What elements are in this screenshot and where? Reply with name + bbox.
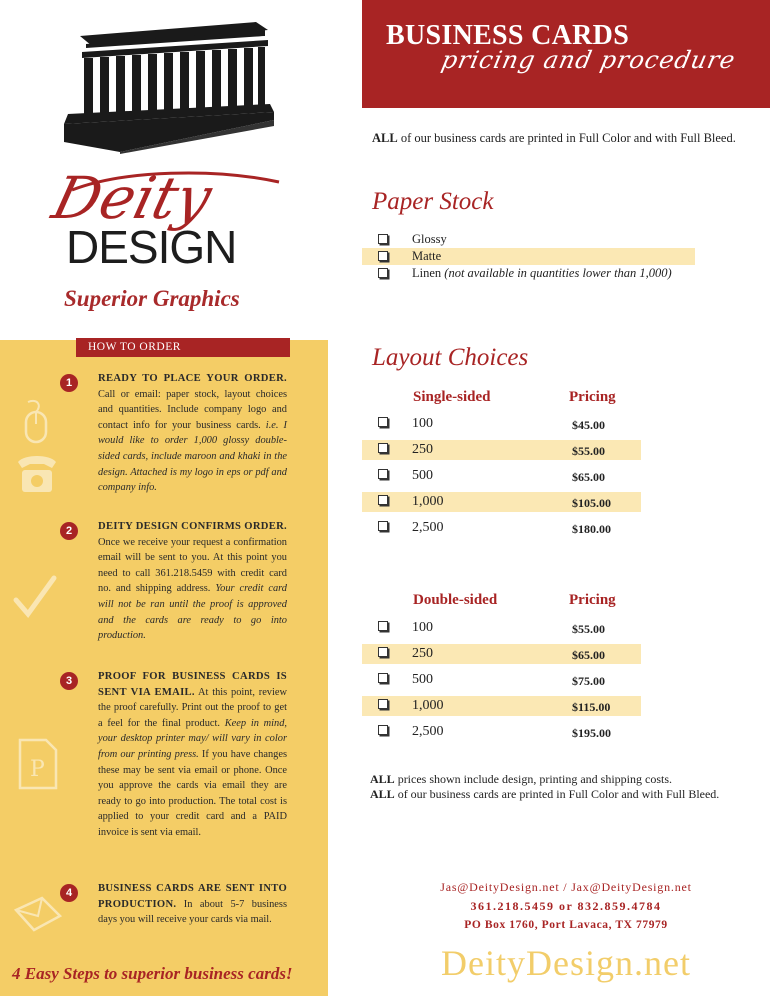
checkbox-icon[interactable] <box>378 268 388 278</box>
steps-tagline: 4 Easy Steps to superior business cards! <box>12 964 293 983</box>
single-row-250[interactable] <box>362 440 641 460</box>
pdf-document-icon <box>18 738 58 790</box>
checkbox-icon[interactable] <box>378 621 388 631</box>
single-row-100[interactable] <box>362 414 641 434</box>
stock-option-glossy[interactable] <box>362 231 695 248</box>
quantity: 500 <box>412 468 433 483</box>
quantity: 500 <box>412 672 433 687</box>
quantity: 1,000 <box>412 698 444 713</box>
step-3-body: At this point, review the proof carefully. Print out the proof to get a feel for the final product. <box>98 686 287 729</box>
price: $65.00 <box>572 648 605 662</box>
contact-phone: 361.218.5459 or 832.859.4784 <box>470 899 662 913</box>
step-1-body: Call or email: paper stock, layout choices and quantities. Include company logo and contact info for your business cards. <box>98 388 287 431</box>
single-row-1000[interactable] <box>362 492 641 512</box>
stock-option-linen[interactable] <box>362 265 695 282</box>
checkbox-icon[interactable] <box>378 673 388 683</box>
price: $180.00 <box>572 522 611 536</box>
single-sided-heading: Single-sided <box>413 389 491 405</box>
price: $55.00 <box>572 622 605 636</box>
stock-label: Glossy <box>412 232 447 246</box>
price: $195.00 <box>572 726 611 740</box>
contact-address: PO Box 1760, Port Lavaca, TX 77979 <box>464 919 668 931</box>
stock-option-matte[interactable] <box>362 248 695 265</box>
single-row-500[interactable] <box>362 466 641 486</box>
intro-bold: ALL <box>372 131 398 145</box>
checkbox-icon[interactable] <box>378 469 388 479</box>
intro-text <box>372 130 742 147</box>
logo-design-word: DESIGN <box>66 221 237 273</box>
double-row-1000[interactable] <box>362 696 641 716</box>
logo-tagline: Superior Graphics <box>64 286 240 311</box>
step-1-number: 1 <box>60 374 78 392</box>
step-4-number: 4 <box>60 884 78 902</box>
checkbox-icon[interactable] <box>378 647 388 657</box>
step-4-heading: BUSINESS CARDS ARE SENT INTO PRODUCTION. <box>98 883 287 910</box>
quantity: 250 <box>412 646 433 661</box>
step-4-text <box>98 881 287 928</box>
quantity: 2,500 <box>412 724 444 739</box>
note-2-text: of our business cards are printed in Full Color and with Full Bleed. <box>394 787 720 801</box>
note-line-2 <box>370 787 760 802</box>
logo-script-word: Deity <box>46 163 219 232</box>
telephone-icon <box>14 452 60 494</box>
price: $105.00 <box>572 496 611 510</box>
double-row-500[interactable] <box>362 670 641 690</box>
single-pricing-heading: Pricing <box>569 389 616 405</box>
checkbox-icon[interactable] <box>378 417 388 427</box>
step-3-number: 3 <box>60 672 78 690</box>
step-2-text <box>98 519 287 644</box>
step-4-body: In about 5-7 business days you will receive your cards via mail. <box>98 898 287 926</box>
note-1-text: prices shown include design, printing and shipping costs. <box>394 772 672 786</box>
double-row-100[interactable] <box>362 618 641 638</box>
checkbox-icon[interactable] <box>378 699 388 709</box>
intro-body: of our business cards are printed in Full Color and with Full Bleed. <box>397 131 736 145</box>
checkbox-icon[interactable] <box>378 495 388 505</box>
stock-label <box>412 265 672 282</box>
double-sided-heading: Double-sided <box>413 592 498 608</box>
quantity: 100 <box>412 620 433 635</box>
checkbox-icon[interactable] <box>378 725 388 735</box>
quantity: 100 <box>412 416 433 431</box>
website-link[interactable]: DeityDesign.net <box>441 943 691 983</box>
note-2-bold: ALL <box>370 787 395 801</box>
note-line-1 <box>370 772 760 787</box>
step-1-text <box>98 371 287 496</box>
double-pricing-heading: Pricing <box>569 592 616 608</box>
step-3-heading: PROOF FOR BUSINESS CARDS IS SENT VIA EMAIL. <box>98 671 287 698</box>
double-row-2500[interactable] <box>362 722 641 742</box>
paper-stock-title: Paper Stock <box>372 188 494 215</box>
step-2-body: Once we receive your request a confirmation email will be sent to you. At this point you need to call 361.218.5459 with credit card no. and shipping address. <box>98 536 287 595</box>
mouse-icon <box>18 398 54 446</box>
quantity: 250 <box>412 442 433 457</box>
step-2-number: 2 <box>60 522 78 540</box>
contact-email[interactable]: Jas@DeityDesign.net / Jax@DeityDesign.net <box>440 880 692 894</box>
header-title: BUSINESS CARDS <box>386 20 630 51</box>
stock-label-text: Linen <box>412 266 442 280</box>
header-subtitle: pricing and procedure <box>439 46 739 74</box>
price: $65.00 <box>572 470 605 484</box>
step-2-heading: DEITY DESIGN CONFIRMS ORDER. <box>98 521 287 532</box>
checkmark-icon <box>14 576 56 618</box>
step-3-note: Keep in mind, your desktop printer may/ will vary in color from our printing press. <box>98 717 288 760</box>
step-1-heading: READY TO PLACE YOUR ORDER. <box>98 373 287 384</box>
step-2-note: Your credit card will not be ran until the proof is approved and the cards are ready to go into production. <box>98 583 287 642</box>
stock-note: (not available in quantities lower than 1,000) <box>444 266 672 280</box>
quantity: 2,500 <box>412 520 444 535</box>
stock-label: Matte <box>412 249 442 263</box>
quantity: 1,000 <box>412 494 444 509</box>
how-to-order-title: HOW TO ORDER <box>76 338 290 357</box>
checkbox-icon[interactable] <box>378 443 388 453</box>
svg-text:P: P <box>30 757 45 782</box>
checkbox-icon[interactable] <box>378 521 388 531</box>
note-1-bold: ALL <box>370 772 395 786</box>
mail-delivery-icon <box>12 894 64 934</box>
single-row-2500[interactable] <box>362 518 641 538</box>
checkbox-icon[interactable] <box>378 234 388 244</box>
checkbox-icon[interactable] <box>378 251 388 261</box>
price: $115.00 <box>572 700 611 714</box>
step-3-body-2: If you have changes these may be sent via email or phone. Once you approve the cards via email they are ready to go into production. The total cost is applied to your credit card and a PAID invoice is sent via email. <box>98 748 287 838</box>
price: $45.00 <box>572 418 605 432</box>
price: $55.00 <box>572 444 605 458</box>
layout-choices-title: Layout Choices <box>372 344 529 371</box>
step-1-example: i.e. I would like to order 1,000 glossy double-sided cards, include maroon and khaki in the design. Attached is my logo in eps or pdf and company info. <box>98 419 287 494</box>
step-3-text <box>98 669 287 841</box>
price: $75.00 <box>572 674 605 688</box>
double-row-250[interactable] <box>362 644 641 664</box>
temple-logo-icon <box>60 14 275 154</box>
pricing-notes <box>370 772 760 802</box>
